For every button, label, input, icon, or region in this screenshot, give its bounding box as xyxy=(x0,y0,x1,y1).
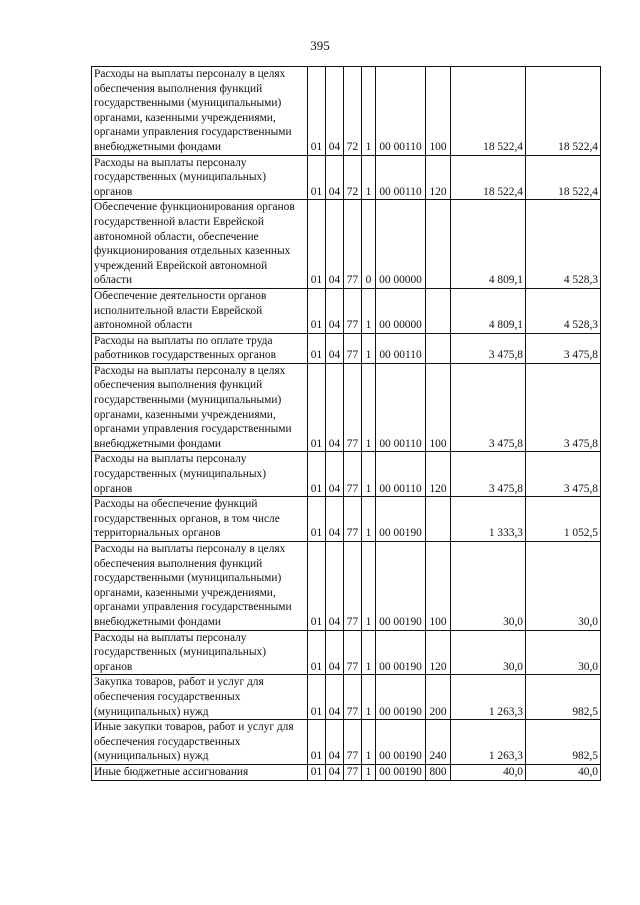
subsection-code-cell: 04 xyxy=(326,675,344,720)
expense-type-cell: 100 xyxy=(426,363,451,452)
section-code-cell: 01 xyxy=(308,67,326,156)
row-name-cell: Расходы на обеспечение функций государственных органов, в том числе территориальных органов xyxy=(92,497,308,542)
table-row xyxy=(92,497,601,542)
amount-1-cell: 4 809,1 xyxy=(451,288,526,333)
amount-2-cell: 30,0 xyxy=(526,542,601,631)
amount-2-cell: 3 475,8 xyxy=(526,363,601,452)
row-name-cell: Расходы на выплаты по оплате труда работников государственных органов xyxy=(92,333,308,363)
page-number: 395 xyxy=(310,38,330,53)
amount-2-cell: 40,0 xyxy=(526,764,601,780)
amount-2-cell: 982,5 xyxy=(526,675,601,720)
section-code-cell: 01 xyxy=(308,288,326,333)
amount-1-cell: 1 333,3 xyxy=(451,497,526,542)
subsection-code-cell: 04 xyxy=(326,155,344,200)
table-row xyxy=(92,363,601,452)
amount-1-cell: 4 809,1 xyxy=(451,200,526,289)
expense-type-cell xyxy=(426,288,451,333)
subprogram-code-cell: 1 xyxy=(362,333,376,363)
subprogram-code-cell: 1 xyxy=(362,497,376,542)
program-code-cell: 77 xyxy=(344,333,362,363)
direction-code-cell: 00 00190 xyxy=(376,630,426,675)
subprogram-code-cell: 1 xyxy=(362,67,376,156)
expense-type-cell xyxy=(426,200,451,289)
table-row xyxy=(92,452,601,497)
amount-2-cell: 18 522,4 xyxy=(526,155,601,200)
table-row xyxy=(92,288,601,333)
program-code-cell: 77 xyxy=(344,363,362,452)
subsection-code-cell: 04 xyxy=(326,452,344,497)
direction-code-cell: 00 00000 xyxy=(376,288,426,333)
program-code-cell: 72 xyxy=(344,155,362,200)
row-name-cell: Расходы на выплаты персоналу в целях обеспечения выполнения функций государственными (муниципальными) органами, казенными учреждениями, органами управления государственными внебюджетными фондами xyxy=(92,363,308,452)
amount-1-cell: 30,0 xyxy=(451,630,526,675)
expense-type-cell: 800 xyxy=(426,764,451,780)
subprogram-code-cell: 0 xyxy=(362,200,376,289)
direction-code-cell: 00 00190 xyxy=(376,720,426,765)
expense-type-cell: 100 xyxy=(426,542,451,631)
amount-1-cell: 18 522,4 xyxy=(451,155,526,200)
expense-type-cell xyxy=(426,333,451,363)
subprogram-code-cell: 1 xyxy=(362,155,376,200)
expense-type-cell: 200 xyxy=(426,675,451,720)
direction-code-cell: 00 00110 xyxy=(376,333,426,363)
table-row xyxy=(92,200,601,289)
expense-type-cell: 120 xyxy=(426,452,451,497)
amount-2-cell: 3 475,8 xyxy=(526,333,601,363)
row-name-cell: Расходы на выплаты персоналу государственных (муниципальных) органов xyxy=(92,452,308,497)
direction-code-cell: 00 00190 xyxy=(376,675,426,720)
table-row xyxy=(92,67,601,156)
row-name-cell: Иные бюджетные ассигнования xyxy=(92,764,308,780)
subsection-code-cell: 04 xyxy=(326,630,344,675)
table-body xyxy=(92,67,601,781)
row-name-cell: Расходы на выплаты персоналу государственных (муниципальных) органов xyxy=(92,155,308,200)
direction-code-cell: 00 00110 xyxy=(376,155,426,200)
program-code-cell: 77 xyxy=(344,764,362,780)
direction-code-cell: 00 00110 xyxy=(376,67,426,156)
expense-type-cell: 240 xyxy=(426,720,451,765)
row-name-cell: Обеспечение функционирования органов государственной власти Еврейской автономной области, обеспечение функционирования отдельных казенных учреждений Еврейской автономной области xyxy=(92,200,308,289)
program-code-cell: 77 xyxy=(344,200,362,289)
section-code-cell: 01 xyxy=(308,764,326,780)
subprogram-code-cell: 1 xyxy=(362,720,376,765)
direction-code-cell: 00 00110 xyxy=(376,363,426,452)
amount-1-cell: 30,0 xyxy=(451,542,526,631)
subprogram-code-cell: 1 xyxy=(362,764,376,780)
section-code-cell: 01 xyxy=(308,200,326,289)
expense-type-cell: 120 xyxy=(426,155,451,200)
amount-2-cell: 30,0 xyxy=(526,630,601,675)
program-code-cell: 77 xyxy=(344,720,362,765)
subprogram-code-cell: 1 xyxy=(362,630,376,675)
program-code-cell: 72 xyxy=(344,67,362,156)
section-code-cell: 01 xyxy=(308,452,326,497)
table-row xyxy=(92,720,601,765)
table-row xyxy=(92,630,601,675)
amount-1-cell: 3 475,8 xyxy=(451,452,526,497)
section-code-cell: 01 xyxy=(308,630,326,675)
section-code-cell: 01 xyxy=(308,363,326,452)
amount-2-cell: 18 522,4 xyxy=(526,67,601,156)
table-row xyxy=(92,333,601,363)
direction-code-cell: 00 00190 xyxy=(376,764,426,780)
table-row xyxy=(92,542,601,631)
subprogram-code-cell: 1 xyxy=(362,288,376,333)
direction-code-cell: 00 00190 xyxy=(376,542,426,631)
amount-1-cell: 1 263,3 xyxy=(451,675,526,720)
amount-1-cell: 3 475,8 xyxy=(451,363,526,452)
amount-2-cell: 1 052,5 xyxy=(526,497,601,542)
table-row xyxy=(92,675,601,720)
program-code-cell: 77 xyxy=(344,288,362,333)
direction-code-cell: 00 00000 xyxy=(376,200,426,289)
section-code-cell: 01 xyxy=(308,675,326,720)
row-name-cell: Расходы на выплаты персоналу в целях обеспечения выполнения функций государственными (муниципальными) органами, казенными учреждениями, органами управления государственными внебюджетными фондами xyxy=(92,67,308,156)
amount-2-cell: 4 528,3 xyxy=(526,200,601,289)
row-name-cell: Обеспечение деятельности органов исполнительной власти Еврейской автономной области xyxy=(92,288,308,333)
row-name-cell: Расходы на выплаты персоналу государственных (муниципальных) органов xyxy=(92,630,308,675)
amount-2-cell: 4 528,3 xyxy=(526,288,601,333)
amount-1-cell: 3 475,8 xyxy=(451,333,526,363)
subsection-code-cell: 04 xyxy=(326,288,344,333)
program-code-cell: 77 xyxy=(344,452,362,497)
amount-2-cell: 3 475,8 xyxy=(526,452,601,497)
expense-type-cell xyxy=(426,497,451,542)
subsection-code-cell: 04 xyxy=(326,720,344,765)
subsection-code-cell: 04 xyxy=(326,363,344,452)
amount-2-cell: 982,5 xyxy=(526,720,601,765)
subsection-code-cell: 04 xyxy=(326,67,344,156)
section-code-cell: 01 xyxy=(308,720,326,765)
direction-code-cell: 00 00190 xyxy=(376,497,426,542)
table-row xyxy=(92,155,601,200)
section-code-cell: 01 xyxy=(308,155,326,200)
subsection-code-cell: 04 xyxy=(326,333,344,363)
amount-1-cell: 18 522,4 xyxy=(451,67,526,156)
amount-1-cell: 40,0 xyxy=(451,764,526,780)
row-name-cell: Расходы на выплаты персоналу в целях обеспечения выполнения функций государственными (муниципальными) органами, казенными учреждениями, органами управления государственными внебюджетными фондами xyxy=(92,542,308,631)
program-code-cell: 77 xyxy=(344,630,362,675)
subprogram-code-cell: 1 xyxy=(362,363,376,452)
section-code-cell: 01 xyxy=(308,542,326,631)
section-code-cell: 01 xyxy=(308,497,326,542)
subsection-code-cell: 04 xyxy=(326,764,344,780)
subsection-code-cell: 04 xyxy=(326,200,344,289)
subsection-code-cell: 04 xyxy=(326,497,344,542)
program-code-cell: 77 xyxy=(344,675,362,720)
table-row xyxy=(92,764,601,780)
expense-type-cell: 120 xyxy=(426,630,451,675)
subprogram-code-cell: 1 xyxy=(362,452,376,497)
section-code-cell: 01 xyxy=(308,333,326,363)
row-name-cell: Закупка товаров, работ и услуг для обеспечения государственных (муниципальных) нужд xyxy=(92,675,308,720)
expense-type-cell: 100 xyxy=(426,67,451,156)
program-code-cell: 77 xyxy=(344,497,362,542)
program-code-cell: 77 xyxy=(344,542,362,631)
direction-code-cell: 00 00110 xyxy=(376,452,426,497)
subsection-code-cell: 04 xyxy=(326,542,344,631)
amount-1-cell: 1 263,3 xyxy=(451,720,526,765)
row-name-cell: Иные закупки товаров, работ и услуг для обеспечения государственных (муниципальных) нужд xyxy=(92,720,308,765)
subprogram-code-cell: 1 xyxy=(362,675,376,720)
subprogram-code-cell: 1 xyxy=(362,542,376,631)
budget-table xyxy=(91,66,601,781)
